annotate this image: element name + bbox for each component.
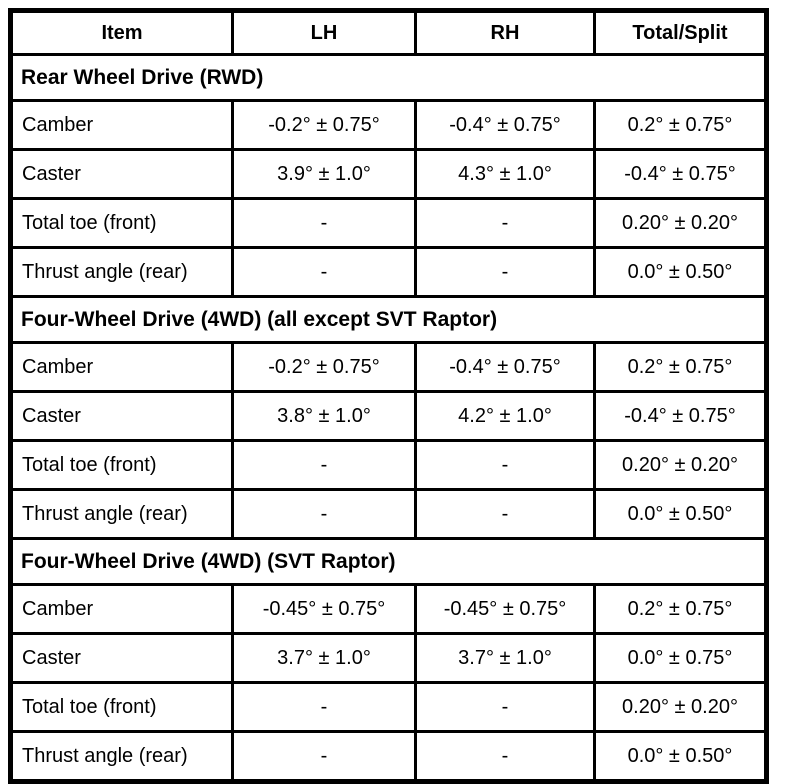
total-cell: 0.2° ± 0.75° (595, 343, 767, 392)
lh-cell: - (233, 441, 416, 490)
rh-cell: - (416, 248, 595, 297)
total-cell: 0.20° ± 0.20° (595, 441, 767, 490)
table-row (11, 441, 767, 490)
column-header-lh: LH (233, 11, 416, 55)
section-title: Rear Wheel Drive (RWD) (11, 55, 767, 101)
section-header-row (11, 55, 767, 101)
total-cell: 0.2° ± 0.75° (595, 101, 767, 150)
table-row (11, 101, 767, 150)
rh-cell: - (416, 490, 595, 539)
total-cell: 0.0° ± 0.50° (595, 248, 767, 297)
item-cell: Total toe (front) (11, 683, 233, 732)
rh-cell: 3.7° ± 1.0° (416, 634, 595, 683)
table-row (11, 585, 767, 634)
item-cell: Camber (11, 585, 233, 634)
table-row (11, 634, 767, 683)
item-cell: Thrust angle (rear) (11, 732, 233, 782)
section-header-row (11, 297, 767, 343)
item-cell: Total toe (front) (11, 441, 233, 490)
total-cell: 0.20° ± 0.20° (595, 683, 767, 732)
table-row (11, 150, 767, 199)
total-cell: -0.4° ± 0.75° (595, 150, 767, 199)
lh-cell: - (233, 683, 416, 732)
column-header-rh: RH (416, 11, 595, 55)
lh-cell: 3.8° ± 1.0° (233, 392, 416, 441)
table-row (11, 199, 767, 248)
lh-cell: -0.2° ± 0.75° (233, 343, 416, 392)
total-cell: -0.4° ± 0.75° (595, 392, 767, 441)
item-cell: Thrust angle (rear) (11, 248, 233, 297)
lh-cell: -0.2° ± 0.75° (233, 101, 416, 150)
table-row (11, 732, 767, 782)
lh-cell: - (233, 732, 416, 782)
section-title: Four-Wheel Drive (4WD) (all except SVT Raptor) (11, 297, 767, 343)
section-header-row (11, 539, 767, 585)
table-row (11, 683, 767, 732)
item-cell: Camber (11, 101, 233, 150)
total-cell: 0.0° ± 0.50° (595, 732, 767, 782)
item-cell: Camber (11, 343, 233, 392)
item-cell: Caster (11, 392, 233, 441)
lh-cell: - (233, 248, 416, 297)
rh-cell: - (416, 732, 595, 782)
lh-cell: -0.45° ± 0.75° (233, 585, 416, 634)
rh-cell: -0.4° ± 0.75° (416, 101, 595, 150)
alignment-spec-table (8, 8, 769, 784)
lh-cell: 3.7° ± 1.0° (233, 634, 416, 683)
item-cell: Caster (11, 150, 233, 199)
rh-cell: - (416, 683, 595, 732)
item-cell: Total toe (front) (11, 199, 233, 248)
table-row (11, 343, 767, 392)
rh-cell: - (416, 199, 595, 248)
column-header-item: Item (11, 11, 233, 55)
table-row (11, 490, 767, 539)
total-cell: 0.0° ± 0.75° (595, 634, 767, 683)
rh-cell: 4.2° ± 1.0° (416, 392, 595, 441)
rh-cell: -0.4° ± 0.75° (416, 343, 595, 392)
header-row (11, 11, 767, 55)
lh-cell: 3.9° ± 1.0° (233, 150, 416, 199)
item-cell: Caster (11, 634, 233, 683)
rh-cell: -0.45° ± 0.75° (416, 585, 595, 634)
table-row (11, 392, 767, 441)
item-cell: Thrust angle (rear) (11, 490, 233, 539)
total-cell: 0.2° ± 0.75° (595, 585, 767, 634)
section-title: Four-Wheel Drive (4WD) (SVT Raptor) (11, 539, 767, 585)
total-cell: 0.0° ± 0.50° (595, 490, 767, 539)
table-row (11, 248, 767, 297)
lh-cell: - (233, 490, 416, 539)
rh-cell: 4.3° ± 1.0° (416, 150, 595, 199)
rh-cell: - (416, 441, 595, 490)
lh-cell: - (233, 199, 416, 248)
total-cell: 0.20° ± 0.20° (595, 199, 767, 248)
column-header-total: Total/Split (595, 11, 767, 55)
